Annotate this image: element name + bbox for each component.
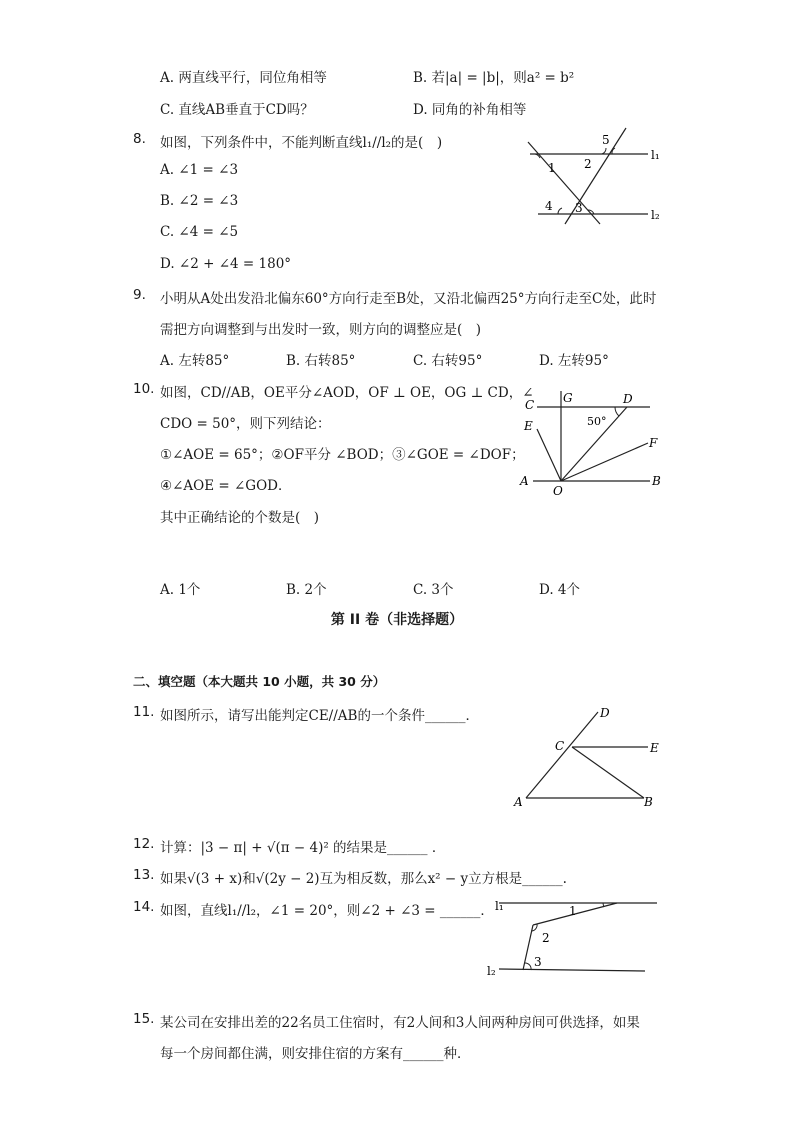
q9-option-b: B. 右转85° <box>286 353 356 369</box>
q7-option-b: B. 若|a| = |b|，则a² = b² <box>413 70 575 86</box>
label-angle-2: 2 <box>584 157 592 171</box>
angle-2-arc <box>602 148 606 154</box>
q10-stem-line4: ④∠AOE = ∠GOD． <box>160 478 292 494</box>
q7-option-c: C. 直线AB垂直于CD吗？ <box>160 102 314 118</box>
q8-option-d: D. ∠2 + ∠4 = 180° <box>160 256 292 272</box>
label-angle-4: 4 <box>545 199 553 213</box>
q10-option-c: C. 3个 <box>413 582 454 598</box>
label-b: B <box>644 795 653 809</box>
q10-option-a: A. 1个 <box>160 582 201 598</box>
q10-stem-line3: ①∠AOE = 65°；②OF平分 ∠BOD；③∠GOE = ∠DOF； <box>160 447 525 463</box>
q15-stem-line1: 某公司在安排出差的22名员工住宿时，有2人间和3人间两种房间可供选择，如果 <box>160 1015 640 1031</box>
label-angle-3: 3 <box>534 955 542 969</box>
q9-stem-line2: 需把方向调整到与出发时一致，则方向的调整应是( ) <box>160 322 482 338</box>
q8-option-c: C. ∠4 = ∠5 <box>160 224 239 240</box>
label-o: O <box>553 484 563 498</box>
label-angle-2: 2 <box>542 931 550 945</box>
section-2-title: 第 II 卷（非选择题） <box>330 612 464 628</box>
q11-number: 11. <box>133 704 155 720</box>
label-f: F <box>649 436 658 450</box>
fill-section-heading: 二、填空题（本大题共 10 小题，共 30 分） <box>133 674 386 689</box>
q8-figure <box>520 126 680 231</box>
q10-option-d: D. 4个 <box>539 582 581 598</box>
label-l1: l₁ <box>495 899 504 913</box>
q9-option-a: A. 左转85° <box>160 353 230 369</box>
q10-option-b: B. 2个 <box>286 582 327 598</box>
label-d: D <box>600 706 610 720</box>
label-l1: l₁ <box>651 148 660 162</box>
label-angle-5: 5 <box>602 133 610 147</box>
label-l2: l₂ <box>651 208 660 222</box>
label-angle-50: 50° <box>587 415 607 428</box>
segment-of <box>561 443 648 481</box>
q8-number: 8. <box>133 131 146 147</box>
q7-option-d: D. 同角的补角相等 <box>413 102 527 118</box>
line-l2 <box>499 969 645 971</box>
label-e: E <box>650 741 659 755</box>
q8-stem: 如图，下列条件中，不能判断直线l₁//l₂的是( ) <box>160 135 443 151</box>
angle-4-arc <box>558 208 562 214</box>
q10-number: 10. <box>133 381 155 397</box>
q14-stem: 如图，直线l₁//l₂，∠1 = 20°，则∠2 + ∠3 = ______． <box>160 903 494 919</box>
label-c: C <box>525 398 535 412</box>
q14-figure <box>485 893 665 981</box>
q9-number: 9. <box>133 287 146 303</box>
label-angle-3: 3 <box>575 201 583 215</box>
q9-stem-line1: 小明从A处出发沿北偏东60°方向行走至B处，又沿北偏西25°方向行走至C处，此时 <box>160 291 657 307</box>
q11-figure <box>510 700 670 812</box>
label-b: B <box>652 474 661 488</box>
q13-stem: 如果√(3 + x)和√(2y − 2)互为相反数，那么x² − y立方根是______. <box>160 871 567 887</box>
q12-stem: 计算：|3 − π| + √(π − 4)² 的结果是______ ． <box>160 840 446 856</box>
ray-ad <box>526 712 598 798</box>
q10-stem-line5: 其中正确结论的个数是( ) <box>160 510 320 526</box>
label-l2: l₂ <box>487 964 496 978</box>
label-a: A <box>520 474 529 488</box>
q10-stem-line2: CDO = 50°，则下列结论： <box>160 416 331 432</box>
label-a: A <box>514 795 523 809</box>
q9-option-d: D. 左转95° <box>539 353 609 369</box>
q14-number: 14. <box>133 899 155 915</box>
q15-number: 15. <box>133 1011 155 1027</box>
q13-number: 13. <box>133 867 155 883</box>
segment-cb <box>572 747 644 798</box>
label-d: D <box>623 392 633 406</box>
q8-option-b: B. ∠2 = ∠3 <box>160 193 239 209</box>
angle-50-arc <box>615 407 619 416</box>
label-e: E <box>524 419 533 433</box>
label-angle-1: 1 <box>569 904 577 918</box>
label-angle-1: 1 <box>548 161 556 175</box>
q12-number: 12. <box>133 836 155 852</box>
label-c: C <box>555 739 565 753</box>
q10-figure <box>515 385 665 497</box>
q7-option-a: A. 两直线平行，同位角相等 <box>160 70 327 86</box>
q10-stem-line1: 如图，CD//AB，OE平分∠AOD，OF ⊥ OE，OG ⊥ CD，∠ <box>160 385 534 401</box>
q9-option-c: C. 右转95° <box>413 353 483 369</box>
label-g: G <box>563 391 573 405</box>
q15-stem-line2: 每一个房间都住满，则安排住宿的方案有______种． <box>160 1046 471 1062</box>
segment-oe <box>537 429 561 481</box>
q11-stem: 如图所示，请写出能判定CE//AB的一个条件______． <box>160 708 479 724</box>
q8-option-a: A. ∠1 = ∠3 <box>160 162 239 178</box>
